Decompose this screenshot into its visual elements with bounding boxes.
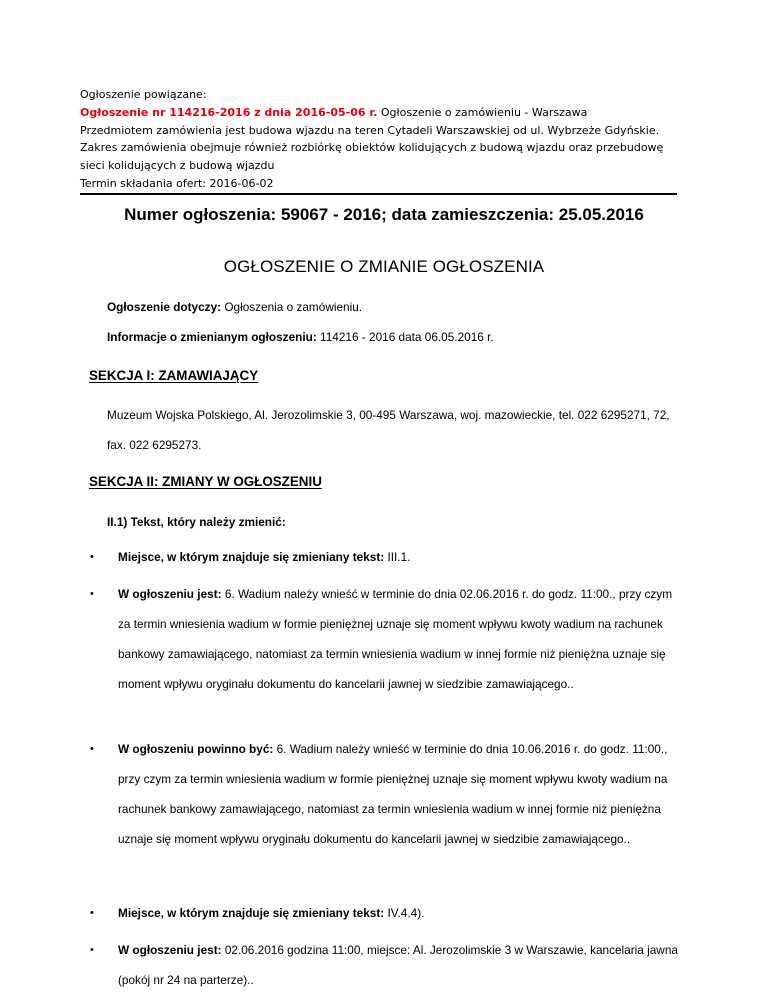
item-value: III.1.: [384, 550, 411, 564]
contracting-authority-address: Muzeum Wojska Polskiego, Al. Jerozolimskie 3, 00-495 Warszawa, woj. mazowieckie, tel. 022 6295271, 72, fax. 022 6295273.: [107, 408, 670, 452]
item-label: W ogłoszeniu jest:: [118, 587, 222, 601]
section-2-subheading: II.1) Tekst, który należy zmienić:: [107, 515, 286, 529]
info-changed-label: Informacje o zmienianym ogłoszeniu:: [107, 330, 317, 344]
related-heading: Ogłoszenie powiązane:: [80, 88, 207, 101]
horizontal-divider: [80, 193, 677, 195]
notice-type-heading: OGŁOSZENIE O ZMIANIE OGŁOSZENIA: [223, 257, 545, 276]
related-notice: [80, 86, 690, 193]
related-notice-type: Ogłoszenie o zamówieniu - Warszawa: [377, 105, 588, 119]
section-2-title: SEKCJA II: ZMIANY W OGŁOSZENIU: [89, 474, 322, 489]
item-value: IV.4.4).: [384, 906, 425, 920]
section-1-title: SEKCJA I: ZAMAWIAJĄCY: [89, 368, 259, 383]
info-changed: [107, 330, 494, 344]
related-notice-link[interactable]: Ogłoszenie nr 114216-2016 z dnia 2016-05-06 r.: [80, 105, 378, 119]
item-label: W ogłoszeniu jest:: [118, 943, 222, 957]
item-label: Miejsce, w którym znajduje się zmieniany tekst:: [118, 906, 385, 920]
list-item: [90, 898, 690, 928]
bullet-icon: •: [90, 551, 94, 563]
info-changed-value: 114216 - 2016 data 06.05.2016 r.: [316, 330, 494, 344]
list-item: [90, 542, 690, 572]
related-description: Przedmiotem zamówienia jest budowa wjazdu na teren Cytadeli Warszawskiej od ul. Wybrzeże Gdyńskie. Zakres zamówienia obejmuje również rozbiórkę obiektów kolidujących z budową wjazdu oraz przebudowę sieci kolidujących z budową wjazdu: [80, 123, 664, 173]
item-label: Miejsce, w którym znajduje się zmieniany tekst:: [118, 550, 385, 564]
bullet-icon: •: [90, 588, 94, 600]
bullet-icon: •: [90, 907, 94, 919]
item-value: 6. Wadium należy wnieść w terminie do dnia 10.06.2016 r. do godz. 11:00., przy czym za termin wniesienia wadium w formie pieniężnej uznaje się moment wpływu kwoty wadium na rachunek bankowy zamawiającego, natomiast za termin wniesienia wadium w innej formie niż pieniężna uznaje się moment wpływu oryginału dokumentu do kancelarii jawnej w siedzibie zamawiającego..: [118, 742, 668, 846]
item-value: 02.06.2016 godzina 11:00, miejsce: Al. Jerozolimskie 3 w Warszawie, kancelaria jawna (pokój nr 24 na parterze)..: [118, 943, 678, 987]
list-item: [90, 734, 690, 854]
list-item: [90, 579, 690, 699]
related-deadline: Termin składania ofert: 2016-06-02: [80, 176, 274, 190]
related-notice-line: [80, 104, 690, 122]
bullet-icon: •: [90, 743, 94, 755]
info-concerns: [107, 300, 362, 314]
notice-number-title: Numer ogłoszenia: 59067 - 2016; data zamieszczenia: 25.05.2016: [124, 205, 644, 224]
info-concerns-value: Ogłoszenia o zamówieniu.: [221, 300, 363, 314]
info-concerns-label: Ogłoszenie dotyczy:: [107, 300, 222, 314]
bullet-icon: •: [90, 944, 94, 956]
list-item: [90, 935, 690, 995]
item-value: 6. Wadium należy wnieść w terminie do dnia 02.06.2016 r. do godz. 11:00., przy czym za termin wniesienia wadium w formie pieniężnej uznaje się moment wpływu kwoty wadium na rachunek bankowy zamawiającego, natomiast za termin wniesienia wadium w innej formie niż pieniężna uznaje się moment wpływu oryginału dokumentu do kancelarii jawnej w siedzibie zamawiającego..: [118, 587, 673, 691]
item-label: W ogłoszeniu powinno być:: [118, 742, 274, 756]
